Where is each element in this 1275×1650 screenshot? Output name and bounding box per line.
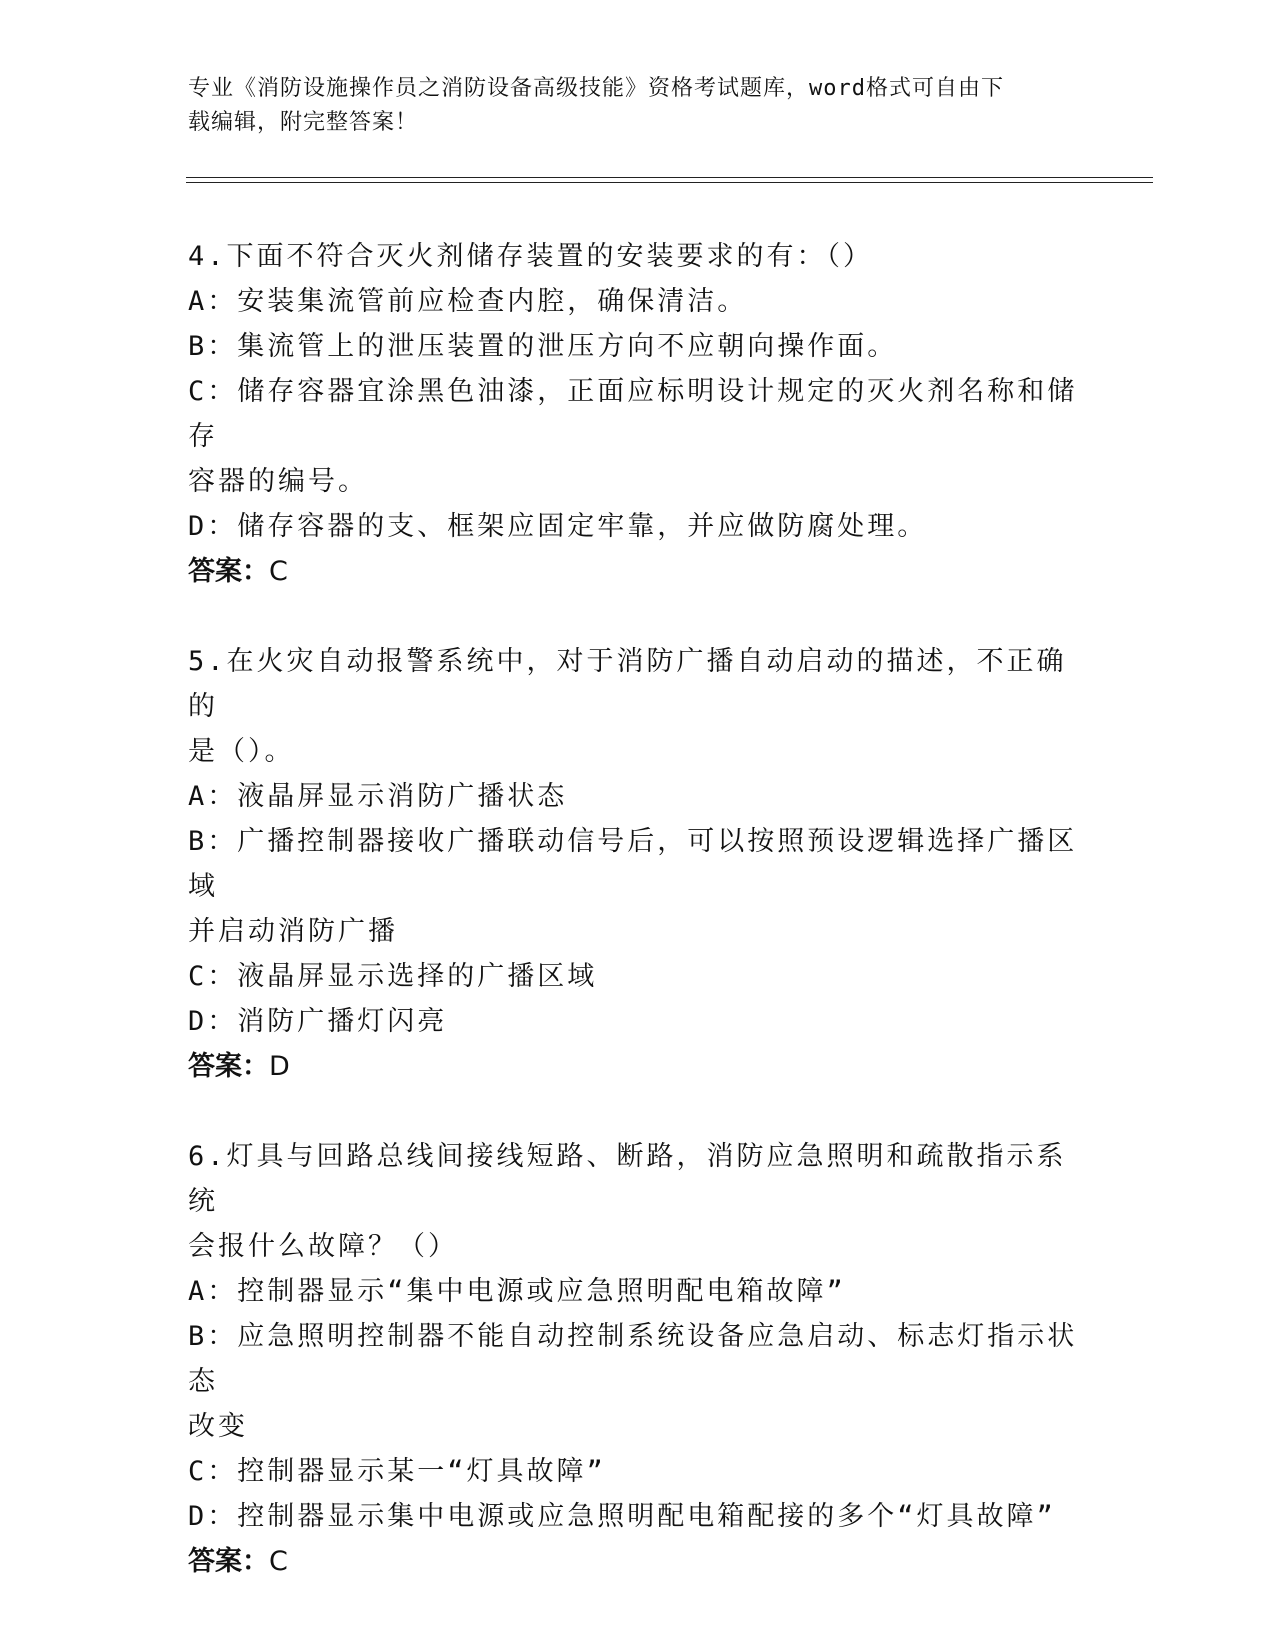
option-b-continued: 并启动消防广播 <box>188 916 398 947</box>
header-line-1: 专业《消防设施操作员之消防设备高级技能》资格考试题库，word格式可自由下 <box>188 76 1004 101</box>
option-b: B：广播控制器接收广播联动信号后，可以按照预设逻辑选择广播区域 <box>188 826 1078 902</box>
question-gap <box>188 1089 1088 1134</box>
option-d: D：消防广播灯闪亮 <box>188 1006 448 1037</box>
question-stem-continued: 是（）。 <box>188 736 295 767</box>
answer-value: C <box>269 556 288 587</box>
answer-line <box>188 1044 1088 1089</box>
question-stem: 4.下面不符合灭火剂储存装置的安装要求的有：（） <box>188 241 874 272</box>
question-list <box>188 234 1088 1584</box>
answer-label: 答案： <box>188 556 269 587</box>
answer-value: C <box>269 1546 288 1577</box>
question-5 <box>188 639 1088 1089</box>
question-stem: 5.在火灾自动报警系统中，对于消防广播自动启动的描述，不正确的 <box>188 646 1067 722</box>
question-4 <box>188 234 1088 594</box>
option-a: A：安装集流管前应检查内腔，确保清洁。 <box>188 286 748 317</box>
question-stem: 6.灯具与回路总线间接线短路、断路，消防应急照明和疏散指示系统 <box>188 1141 1067 1217</box>
option-b-continued: 改变 <box>188 1411 248 1442</box>
answer-line <box>188 1539 1088 1584</box>
option-c: C：控制器显示某一“灯具故障” <box>188 1456 606 1487</box>
option-b: B：应急照明控制器不能自动控制系统设备应急启动、标志灯指示状态 <box>188 1321 1078 1397</box>
document-header <box>188 72 1068 140</box>
header-divider-bottom <box>186 182 1153 183</box>
question-gap <box>188 594 1088 639</box>
option-c-continued: 容器的编号。 <box>188 466 368 497</box>
option-d: D：储存容器的支、框架应固定牢靠，并应做防腐处理。 <box>188 511 928 542</box>
answer-label: 答案： <box>188 1051 269 1082</box>
question-6 <box>188 1134 1088 1584</box>
option-c: C：储存容器宜涂黑色油漆，正面应标明设计规定的灭火剂名称和储存 <box>188 376 1078 452</box>
answer-value: D <box>269 1051 290 1082</box>
answer-label: 答案： <box>188 1546 269 1577</box>
header-divider-top <box>186 177 1153 178</box>
option-d: D：控制器显示集中电源或应急照明配电箱配接的多个“灯具故障” <box>188 1501 1056 1532</box>
option-a: A：液晶屏显示消防广播状态 <box>188 781 568 812</box>
option-b: B：集流管上的泄压装置的泄压方向不应朝向操作面。 <box>188 331 898 362</box>
option-a: A：控制器显示“集中电源或应急照明配电箱故障” <box>188 1276 846 1307</box>
header-line-2: 载编辑，附完整答案！ <box>188 110 419 135</box>
question-stem-continued: 会报什么故障？（） <box>188 1231 458 1262</box>
answer-line <box>188 549 1088 594</box>
option-c: C：液晶屏显示选择的广播区域 <box>188 961 598 992</box>
